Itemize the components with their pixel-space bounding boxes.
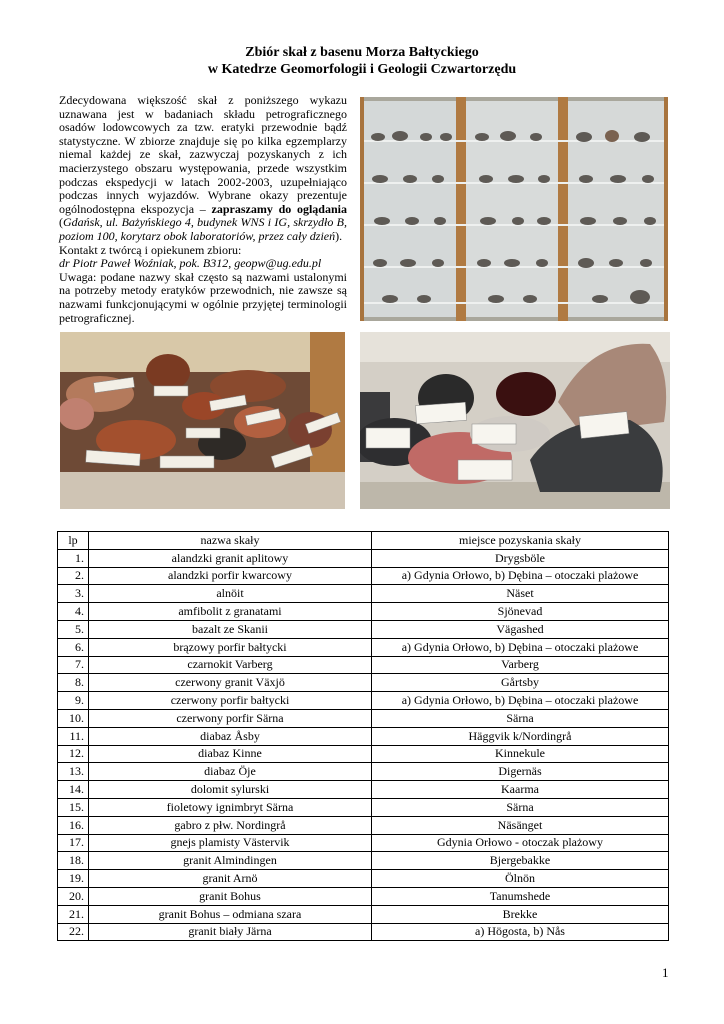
row-number: 19. (58, 870, 89, 888)
table-row (58, 905, 669, 923)
rock-location: Vägashed (372, 620, 669, 638)
row-number: 1. (58, 549, 89, 567)
rock-name: bazalt ze Skanii (89, 620, 372, 638)
intro-invitation: zapraszamy do oglądania (211, 201, 347, 216)
title-line-2: w Katedrze Geomorfologii i Geologii Czwartorzędu (207, 62, 517, 77)
rock-name: amfibolit z granatami (89, 603, 372, 621)
row-number: 11. (58, 727, 89, 745)
rock-table (57, 531, 669, 941)
table-row (58, 834, 669, 852)
table-row (58, 656, 669, 674)
rock-location: Näsänget (372, 816, 669, 834)
row-number: 10. (58, 709, 89, 727)
header-rock-name: nazwa skały (89, 532, 372, 550)
table-row (58, 727, 669, 745)
row-number: 18. (58, 852, 89, 870)
rock-name: alandzki granit aplitowy (89, 549, 372, 567)
rock-name: alandzki porfir kwarcowy (89, 567, 372, 585)
table-row (58, 798, 669, 816)
rock-name: alnöit (89, 585, 372, 603)
table-row (58, 923, 669, 941)
row-number: 6. (58, 638, 89, 656)
photo-display-cabinet (360, 97, 668, 321)
table-row (58, 887, 669, 905)
table-row (58, 870, 669, 888)
table-row (58, 603, 669, 621)
rock-location: Digernäs (372, 763, 669, 781)
row-number: 8. (58, 674, 89, 692)
rock-name: czerwony porfir bałtycki (89, 692, 372, 710)
intro-paren: ( (59, 215, 63, 230)
table-row (58, 585, 669, 603)
table-row (58, 692, 669, 710)
rock-name: dolomit sylurski (89, 781, 372, 799)
rock-location: Tanumshede (372, 887, 669, 905)
table-row (58, 549, 669, 567)
table-body (58, 549, 669, 941)
intro-close: ). (335, 228, 343, 243)
rock-name: gabro z płw. Nordingrå (89, 816, 372, 834)
row-number: 13. (58, 763, 89, 781)
row-number: 16. (58, 816, 89, 834)
rock-name: granit biały Järna (89, 923, 372, 941)
rock-name: czarnokit Varberg (89, 656, 372, 674)
table-row (58, 674, 669, 692)
table-row (58, 620, 669, 638)
header-lp: lp (58, 532, 89, 550)
row-number: 14. (58, 781, 89, 799)
rock-name: gnejs plamisty Västervik (89, 834, 372, 852)
rock-name: czerwony granit Växjö (89, 674, 372, 692)
rock-location: Näset (372, 585, 669, 603)
note-paragraph: Uwaga: podane nazwy skał często są nazwami ustalonymi na potrzeby metody eratyków przewodnich, nie zawsze są nazwami funkcjonującymi w ogólnie przyjętej terminologii petrograficznej. (59, 269, 347, 325)
rock-name: brązowy porfir bałtycki (89, 638, 372, 656)
row-number: 12. (58, 745, 89, 763)
rock-name: diabaz Åsby (89, 727, 372, 745)
row-number: 9. (58, 692, 89, 710)
title-line-1: Zbiór skał z basenu Morza Bałtyckiego (245, 45, 479, 60)
contact-details: dr Piotr Paweł Woźniak, pok. B312, geopw@ug.edu.pl (59, 256, 322, 271)
rock-location: a) Gdynia Orłowo, b) Dębina – otoczaki plażowe (372, 567, 669, 585)
rock-name: granit Almindingen (89, 852, 372, 870)
table-header-row (58, 532, 669, 550)
rock-location: Kinnekule (372, 745, 669, 763)
table-row (58, 567, 669, 585)
table-row (58, 816, 669, 834)
table-row (58, 638, 669, 656)
row-number: 3. (58, 585, 89, 603)
rock-name: granit Bohus (89, 887, 372, 905)
rock-location: Varberg (372, 656, 669, 674)
intro-paragraph (59, 94, 347, 244)
row-number: 20. (58, 887, 89, 905)
rock-location: a) Gdynia Orłowo, b) Dębina – otoczaki plażowe (372, 638, 669, 656)
rock-name: granit Arnö (89, 870, 372, 888)
contact-label: Kontakt z twórcą i opiekunem zbioru: (59, 242, 242, 257)
rock-location: Kaarma (372, 781, 669, 799)
table-row (58, 781, 669, 799)
intro-text-a: Zdecydowana większość skał z poniższego wykazu uznawana jest w badaniach składu petrograficznego osadów lodowcowych za tzw. eratyki przewodnie bądź statystyczne. W zbiorze znajduje się po kilka egzemplarzy niemal każdej ze skał, zazwyczaj pozyskanych z ich macierzystego obszaru występowania, przede wszystkim podczas ekspedycji w latach 2002-2003, uzupełniająco podczas innych wyjazdów. Wybrane okazy prezentuje ogólnodostępna ekspozycja – (59, 93, 347, 216)
rock-location: Särna (372, 709, 669, 727)
intro-text (59, 94, 347, 325)
rock-location: Särna (372, 798, 669, 816)
rock-location: a) Gdynia Orłowo, b) Dębina – otoczaki plażowe (372, 692, 669, 710)
row-number: 17. (58, 834, 89, 852)
rock-location: Brekke (372, 905, 669, 923)
rock-location: Gdynia Orłowo - otoczak plażowy (372, 834, 669, 852)
table-row (58, 763, 669, 781)
contact-person (59, 257, 347, 271)
row-number: 2. (58, 567, 89, 585)
row-number: 7. (58, 656, 89, 674)
row-number: 4. (58, 603, 89, 621)
header-location: miejsce pozyskania skały (372, 532, 669, 550)
rock-name: diabaz Öje (89, 763, 372, 781)
rock-location: a) Högosta, b) Nås (372, 923, 669, 941)
rock-location: Ölnön (372, 870, 669, 888)
table-row (58, 852, 669, 870)
page-number: 1 (662, 965, 669, 980)
row-number: 22. (58, 923, 89, 941)
table-row (58, 745, 669, 763)
photo-rock-specimens-right (360, 332, 670, 509)
rock-specimens-left-illustration (60, 332, 345, 509)
table-row (58, 709, 669, 727)
photo-rock-specimens-left (60, 332, 345, 509)
rock-location: Gårtsby (372, 674, 669, 692)
rock-name: czerwony porfir Särna (89, 709, 372, 727)
row-number: 15. (58, 798, 89, 816)
rock-name: fioletowy ignimbryt Särna (89, 798, 372, 816)
rock-location: Sjönevad (372, 603, 669, 621)
rock-name: granit Bohus – odmiana szara (89, 905, 372, 923)
cabinet-illustration (360, 97, 668, 321)
rock-specimens-right-illustration (360, 332, 670, 509)
row-number: 21. (58, 905, 89, 923)
rock-location: Häggvik k/Nordingrå (372, 727, 669, 745)
rock-location: Bjergebakke (372, 852, 669, 870)
row-number: 5. (58, 620, 89, 638)
rock-location: Drygsböle (372, 549, 669, 567)
intro-location: Gdańsk, ul. Bażyńskiego 4, budynek WNS i IG, skrzydło B, poziom 100, korytarz obok laboratoriów, przez cały dzień (59, 215, 347, 243)
document-title (0, 44, 724, 78)
rock-name: diabaz Kinne (89, 745, 372, 763)
